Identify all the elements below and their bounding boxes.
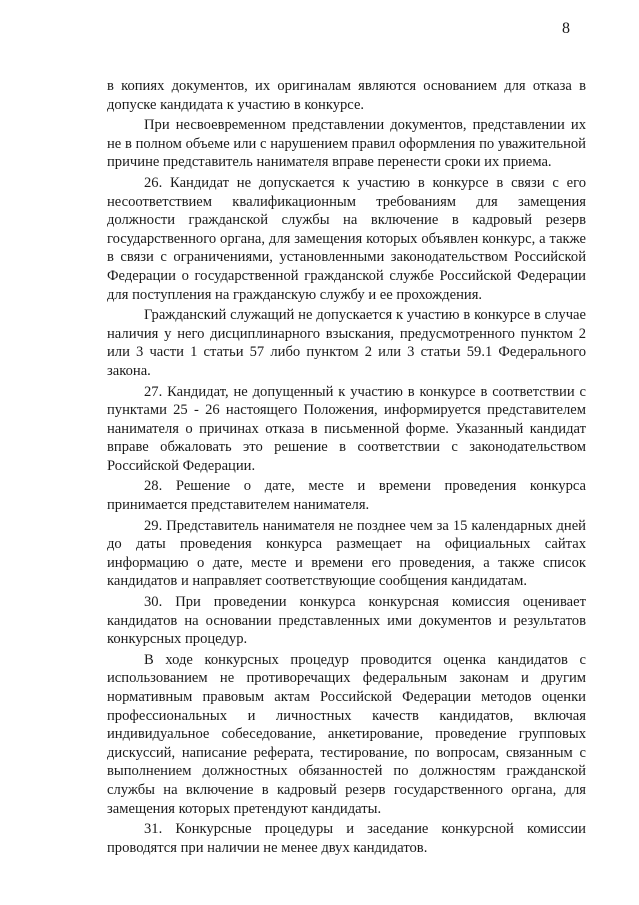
paragraph: При несвоевременном представлении документов, представлении их не в полном объеме или с нарушением правил оформления по уважительной причине представитель нанимателя вправе перенести сроки их приема.: [107, 117, 586, 171]
paragraph: 27. Кандидат, не допущенный к участию в конкурсе в соответствии с пунктами 25 - 26 настоящего Положения, информируется представителем нанимателя о причинах отказа в письменной форме. Указанный кандидат вправе обжаловать это решение в соответствии с законодательством Российской Федерации.: [107, 383, 586, 474]
paragraph: 26. Кандидат не допускается к участию в конкурсе в связи с его несоответствием квалификационным требованиям для замещения должности гражданской службы на включение в кадровый резерв государственного органа, для замещения которых объявлен конкурс, а также в связи с ограничениями, установленными законодательством Российской Федерации о государственной гражданской службе Российской Федерации для поступления на гражданскую службу и ее прохождения.: [107, 174, 586, 303]
paragraph: 29. Представитель нанимателя не позднее чем за 15 календарных дней до даты проведения конкурса размещает на официальных сайтах информацию о дате, месте и времени его проведения, а также список кандидатов и направляет соответствующие сообщения кандидатам.: [107, 517, 586, 590]
paragraph: 31. Конкурсные процедуры и заседание конкурсной комиссии проводятся при наличии не менее двух кандидатов.: [107, 821, 586, 856]
paragraph: в копиях документов, их оригиналам являются основанием для отказа в допуске кандидата к участию в конкурсе.: [107, 78, 586, 113]
document-body: [107, 77, 586, 859]
paragraph: Гражданский служащий не допускается к участию в конкурсе в случае наличия у него дисциплинарного взыскания, предусмотренного пунктом 2 или 3 части 1 статьи 57 либо пунктом 2 или 3 статьи 59.1 Федерального закона.: [107, 307, 586, 379]
paragraph: В ходе конкурсных процедур проводится оценка кандидатов с использованием не противоречащих федеральным законам и другим нормативным правовым актам Российской Федерации методов оценки профессиональных и личностных качеств кандидатов, включая индивидуальное собеседование, анкетирование, проведение групповых дискуссий, написание реферата, тестирование, по вопросам, связанным с выполнением должностных обязанностей по должностям гражданской службы на включение в кадровый резерв государственного органа, для замещения которых претендуют кандидаты.: [107, 651, 586, 817]
page-number: 8: [562, 20, 570, 37]
paragraph: 30. При проведении конкурса конкурсная комиссия оценивает кандидатов на основании представленных ими документов и результатов конкурсных процедур.: [107, 594, 586, 648]
paragraph: 28. Решение о дате, месте и времени проведения конкурса принимается представителем нанимателя.: [107, 478, 586, 514]
